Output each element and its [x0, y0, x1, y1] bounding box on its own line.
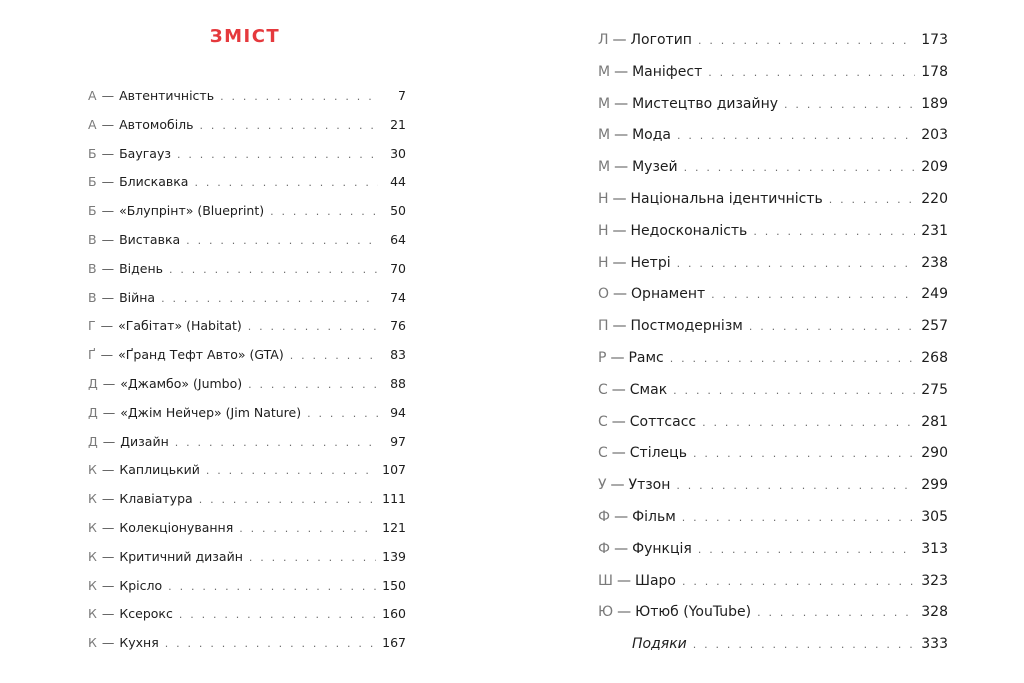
dot-leader: [698, 34, 915, 47]
toc-entry-page-number: 209: [921, 159, 948, 176]
toc-entry: [88, 117, 406, 137]
toc-entry-dash: —: [611, 445, 626, 462]
toc-entry-page-number: 281: [921, 413, 948, 430]
toc-entry-dash: —: [102, 433, 116, 449]
toc-entry-page-number: 160: [382, 606, 406, 622]
toc-entry: [598, 541, 948, 563]
toc-entry-page-number: 290: [921, 445, 948, 462]
toc-entry-letter: К: [88, 577, 97, 593]
toc-entry-dash: —: [101, 548, 115, 564]
toc-entry-page-number: 220: [921, 191, 948, 207]
dot-leader: [177, 148, 378, 161]
dot-leader: [186, 234, 378, 247]
toc-entry-letter: Н: [598, 191, 609, 207]
toc-entry-letter: М: [598, 95, 611, 112]
toc-entry-term: Дизайн: [120, 433, 169, 449]
dot-leader: [270, 205, 378, 218]
toc-entry: [88, 203, 406, 223]
toc-entry-dash: —: [614, 95, 629, 112]
toc-entry-dash: —: [101, 520, 115, 535]
toc-entry: [88, 606, 406, 626]
toc-entry-page-number: 64: [390, 232, 406, 247]
toc-entry-dash: —: [101, 116, 115, 132]
toc-entry-letter: К: [88, 491, 97, 507]
toc-entry-term: Орнамент: [631, 286, 706, 303]
toc-entry-term: Ютюб (YouTube): [635, 604, 752, 621]
toc-entry-page-number: 323: [921, 572, 948, 589]
toc-entry-letter: К: [88, 520, 97, 535]
toc-entry: [598, 318, 948, 340]
toc-entry-page-number: 313: [921, 540, 948, 557]
toc-entry-letter: Б: [88, 174, 97, 190]
toc-entry-term: Логотип: [630, 32, 692, 48]
toc-entry-letter: М: [598, 159, 611, 176]
toc-entry-dash: —: [614, 540, 629, 557]
dot-leader: [179, 608, 376, 621]
toc-entry-letter: К: [88, 606, 97, 622]
toc-entry-dash: —: [616, 572, 631, 589]
toc-entry-dash: —: [101, 203, 115, 219]
dot-leader: [307, 407, 378, 420]
toc-entry: [598, 350, 948, 372]
toc-entry-term: Нетрі: [630, 254, 671, 271]
toc-entry-page-number: 231: [921, 222, 948, 239]
toc-entry-page-number: 203: [921, 127, 948, 144]
dot-leader: [200, 119, 378, 132]
toc-entry-letter: Ю: [598, 604, 614, 621]
toc-entry-page-number: 139: [382, 548, 406, 564]
dot-leader: [248, 378, 378, 391]
toc-entry-letter: Л: [598, 32, 609, 48]
toc-entry-dash: —: [610, 350, 625, 366]
toc-entry-page-number: 83: [390, 347, 406, 363]
toc-entry: [88, 376, 406, 396]
toc-entry: [88, 318, 406, 338]
toc-entry: [598, 159, 948, 181]
toc-entry-dash: —: [617, 604, 632, 621]
toc-entry-letter: С: [598, 445, 608, 462]
dot-leader: [194, 176, 378, 189]
toc-entry: [598, 64, 948, 86]
toc-entry-letter: У: [598, 477, 607, 494]
dot-leader: [693, 447, 915, 460]
toc-entry: [598, 636, 948, 658]
toc-entry: [88, 549, 406, 569]
toc-entry-term: Маніфест: [632, 63, 703, 80]
toc-entry-dash: —: [613, 286, 628, 303]
toc-entry-term: «Джамбо» (Jumbo): [120, 376, 243, 391]
toc-entry-page-number: 178: [921, 63, 948, 80]
toc-entry-letter: В: [88, 260, 97, 276]
toc-entry: [598, 604, 948, 626]
dot-leader: [693, 638, 916, 651]
toc-entry-letter: С: [598, 381, 608, 398]
toc-entry-page-number: 111: [382, 491, 406, 507]
toc-entry: [598, 223, 948, 245]
toc-entry-page-number: 150: [382, 577, 406, 593]
dot-leader: [220, 90, 378, 103]
toc-entry-dash: —: [101, 88, 115, 103]
toc-entry-term: Війна: [119, 289, 156, 305]
toc-entry-page-number: 275: [921, 381, 948, 398]
toc-entry-letter: К: [88, 462, 97, 478]
toc-entry-dash: —: [100, 347, 114, 363]
toc-entry-dash: —: [101, 145, 115, 161]
toc-entry-term: Баугауз: [119, 145, 171, 161]
toc-entry-term: Колекціонування: [119, 520, 234, 535]
toc-entry: [598, 191, 948, 213]
dot-leader: [290, 349, 378, 362]
dot-leader: [677, 129, 915, 142]
toc-entry: [598, 286, 948, 308]
toc-entry-page-number: 328: [921, 604, 948, 621]
toc-entry: [598, 382, 948, 404]
toc-entry-term: Блискавка: [119, 174, 189, 190]
toc-entry: [598, 509, 948, 531]
toc-entry-dash: —: [614, 63, 629, 80]
toc-entry-page-number: 74: [390, 289, 406, 305]
toc-entry-letter: А: [88, 116, 97, 132]
toc-entry-term: Функція: [632, 540, 692, 557]
toc-entry: [598, 414, 948, 436]
toc-entry-page-number: 21: [390, 116, 406, 132]
toc-entry-term: Національна ідентичність: [630, 191, 823, 207]
dot-leader: [248, 320, 378, 333]
toc-entry: [88, 462, 406, 482]
toc-entry-dash: —: [612, 191, 627, 207]
toc-entry-letter: В: [88, 289, 97, 305]
toc-entry-page-number: 30: [390, 145, 406, 161]
dot-leader: [698, 543, 915, 556]
dot-leader: [168, 580, 376, 593]
toc-entry-page-number: 333: [921, 636, 948, 653]
toc-entry: [598, 573, 948, 595]
dot-leader: [784, 98, 915, 111]
toc-entry-letter: Б: [88, 145, 97, 161]
toc-entry: [88, 347, 406, 367]
toc-entry-term: Утзон: [628, 477, 671, 494]
toc-entry-letter: К: [88, 548, 97, 564]
toc-entry: [88, 174, 406, 194]
toc-entry-term: Постмодернізм: [630, 318, 743, 335]
dot-leader: [239, 522, 376, 535]
toc-entry-dash: —: [614, 159, 629, 176]
dot-leader: [249, 551, 376, 564]
page-title: ЗМІСТ: [209, 26, 281, 47]
toc-entry-term: Каплицький: [119, 462, 200, 478]
toc-entry-letter: Г: [88, 318, 96, 334]
toc-entry-page-number: 167: [382, 635, 406, 651]
toc-entry-letter: С: [598, 413, 608, 430]
toc-entry-term: «Ґранд Тефт Авто» (GTA): [118, 347, 284, 363]
dot-leader: [206, 464, 376, 477]
toc-entry-letter: М: [598, 127, 611, 144]
toc-entry-dash: —: [611, 381, 626, 398]
dot-leader: [829, 193, 916, 206]
toc-entry-dash: —: [101, 232, 115, 247]
toc-entry-letter: Н: [598, 254, 609, 271]
toc-entry-page-number: 299: [921, 477, 948, 494]
toc-entry-dash: —: [611, 413, 626, 430]
dot-leader: [708, 66, 915, 79]
toc-entry-dash: —: [101, 289, 115, 305]
toc-entry-dash: —: [101, 174, 115, 190]
toc-entry: [88, 290, 406, 310]
toc-entry-letter: К: [88, 635, 97, 651]
toc-entry-term: Мистецтво дизайну: [632, 95, 779, 112]
toc-entry-letter: Д: [88, 404, 98, 420]
toc-entry-dash: —: [612, 318, 627, 335]
dot-leader: [175, 436, 378, 449]
toc-entry-dash: —: [102, 376, 116, 391]
toc-entry-term: Критичний дизайн: [119, 548, 243, 564]
toc-entry-dash: —: [101, 606, 115, 622]
dot-leader: [169, 263, 378, 276]
toc-entry: [598, 32, 948, 54]
toc-entry-dash: —: [100, 318, 114, 334]
dot-leader: [199, 493, 376, 506]
toc-entry-page-number: 268: [921, 350, 948, 366]
toc-entry-dash: —: [101, 491, 115, 507]
toc-entry: [598, 96, 948, 118]
toc-entry-term: Недосконалість: [630, 222, 748, 239]
dot-leader: [684, 161, 916, 174]
toc-entry-letter: О: [598, 286, 610, 303]
toc-entry: [88, 578, 406, 598]
dot-leader: [711, 288, 915, 301]
toc-entry-letter: А: [88, 88, 97, 103]
toc-entry-page-number: 76: [390, 318, 406, 334]
toc-entry: [88, 88, 406, 108]
toc-entry-page-number: 94: [390, 404, 406, 420]
toc-entry: [88, 146, 406, 166]
toc-entry: [598, 445, 948, 467]
toc-entry-term: Кухня: [119, 635, 159, 651]
dot-leader: [165, 637, 376, 650]
toc-entry-term: Відень: [119, 260, 163, 276]
toc-entry-term: Соттсасс: [629, 413, 697, 430]
toc-entry-page-number: 50: [390, 203, 406, 219]
toc-entry-term: «Блупрінт» (Blueprint): [119, 203, 265, 219]
toc-entry-term: Стілець: [629, 445, 687, 462]
toc-entry-term: Рамс: [628, 350, 664, 366]
toc-entry: [88, 491, 406, 511]
toc-entry: [598, 477, 948, 499]
toc-entry-term: «Габітат» (Habitat): [118, 318, 242, 334]
toc-entry-page-number: 173: [921, 32, 948, 48]
toc-entry-dash: —: [101, 577, 115, 593]
toc-entry: [88, 434, 406, 454]
toc-entry-term: Мода: [632, 127, 671, 144]
toc-entry-term: «Джім Нейчер» (Jim Nature): [120, 404, 302, 420]
toc-entry-term: Музей: [632, 159, 678, 176]
dot-leader: [753, 225, 915, 238]
toc-entry-dash: —: [610, 477, 625, 494]
toc-entry: [88, 261, 406, 281]
toc-entry-letter: Б: [88, 203, 97, 219]
toc-entry-letter: В: [88, 232, 97, 247]
toc-entry-dash: —: [101, 635, 115, 651]
toc-entry-term: Шаро: [634, 572, 676, 589]
toc-entry-page-number: 44: [390, 174, 406, 190]
toc-entry-letter: Н: [598, 222, 609, 239]
toc-entry-dash: —: [102, 404, 116, 420]
toc-entry-dash: —: [612, 32, 627, 48]
toc-entry-term: Клавіатура: [119, 491, 193, 507]
toc-entry-letter: П: [598, 318, 609, 335]
toc-entry-letter: Р: [598, 350, 607, 366]
toc-entry-page-number: 238: [921, 254, 948, 271]
toc-entry: [88, 232, 406, 252]
toc-entry-letter: Ф: [598, 509, 611, 525]
toc-entry-letter: Ф: [598, 540, 611, 557]
toc-entry-dash: —: [612, 222, 627, 239]
dot-leader: [749, 320, 915, 333]
toc-entry-term: Виставка: [119, 232, 181, 247]
toc-entry: [88, 520, 406, 540]
toc-entry-term: Крісло: [119, 577, 163, 593]
toc-entry-letter: М: [598, 63, 611, 80]
toc-entry-letter: Ш: [598, 572, 613, 589]
toc-entry-page-number: 121: [382, 520, 406, 535]
dot-leader: [682, 575, 915, 588]
toc-entry-letter: Ґ: [88, 347, 96, 363]
dot-leader: [676, 479, 915, 492]
toc-entry-term: Автентичність: [119, 88, 215, 103]
toc-entry-dash: —: [101, 462, 115, 478]
toc-entry-page-number: 88: [390, 376, 406, 391]
toc-entry-term: Смак: [629, 381, 668, 398]
dot-leader: [682, 511, 916, 524]
toc-entry-page-number: 249: [921, 286, 948, 303]
toc-entry-page-number: 7: [398, 88, 406, 103]
dot-leader: [670, 352, 916, 365]
dot-leader: [673, 384, 915, 397]
dot-leader: [757, 606, 915, 619]
toc-entry-page-number: 257: [921, 318, 948, 335]
toc-entry-term: Подяки: [632, 636, 687, 653]
toc-entry-term: Автомобіль: [119, 116, 194, 132]
toc-entry-page-number: 305: [921, 509, 948, 525]
toc-entry-page-number: 70: [390, 260, 406, 276]
toc-entry-term: Фільм: [632, 509, 676, 525]
toc-entry-dash: —: [614, 509, 629, 525]
toc-entry-dash: —: [612, 254, 627, 271]
toc-entry: [88, 635, 406, 655]
dot-leader: [677, 257, 916, 270]
toc-entry-letter: Д: [88, 433, 98, 449]
toc-entry-page-number: 97: [390, 433, 406, 449]
toc-entry-dash: —: [101, 260, 115, 276]
toc-entry: [598, 127, 948, 149]
dot-leader: [702, 416, 915, 429]
dot-leader: [161, 292, 378, 305]
toc-entry-letter: Д: [88, 376, 98, 391]
toc-entry-page-number: 107: [382, 462, 406, 478]
toc-entry-term: Ксерокс: [119, 606, 173, 622]
toc-entry-dash: —: [614, 127, 629, 144]
toc-entry: [88, 405, 406, 425]
toc-entry-page-number: 189: [921, 95, 948, 112]
toc-entry: [598, 255, 948, 277]
